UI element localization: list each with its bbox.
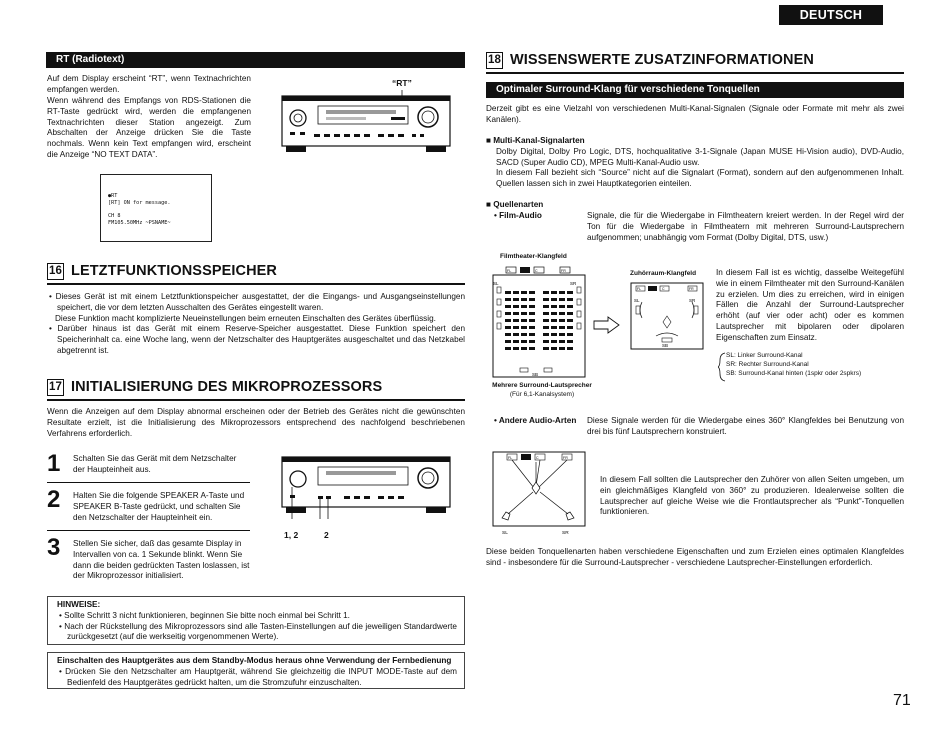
lcd-line-4: CH 8 bbox=[108, 212, 121, 219]
cinema-field-title: Filmtheater-Klangfeld bbox=[500, 253, 567, 260]
surround-sr-label: SR bbox=[562, 531, 569, 536]
room-c-label: C bbox=[662, 287, 665, 291]
room-sr-label: SR bbox=[689, 298, 696, 303]
notes-title: HINWEISE: bbox=[57, 600, 101, 609]
surround-c-label: C bbox=[536, 456, 539, 460]
step-2-number: 2 bbox=[47, 486, 61, 513]
other-audio-text: Diese Signale werden für die Wiedergabe eines 360° Klangfeldes bei Benutzung von drei bis fünf Lautsprechern konstruiert. bbox=[587, 416, 904, 436]
section-18-heading: WISSENSWERTE ZUSATZINFORMATIONEN bbox=[510, 52, 814, 68]
section-17-number: 17 bbox=[47, 379, 64, 396]
room-fl-label: FL bbox=[637, 287, 642, 291]
step-2-rule bbox=[47, 530, 250, 531]
step-3-text: Stellen Sie sicher, daß das gesamte Display in Intervallen von ca. 1 Sekunde blinkt. Wenn Sie dann die beiden gedrückten Tasten loslassen, ist der Mikroprozessor initialisiert. bbox=[73, 539, 250, 581]
film-audio-text: Signale, die für die Wiedergabe in Filmtheatern kreiert werden. In der Regel wird der Ton für die Wiedergabe in Filmtheatern mit mehreren Surround-Lautsprechern aufgenommen; unabhängig vom Format (Dolby Digital, DTS, usw.) bbox=[587, 211, 904, 242]
rt-paragraph-1: Auf dem Display erscheint “RT”, wenn Textnachrichten empfangen werden. bbox=[47, 74, 251, 94]
receiver-speaker-buttons-figure bbox=[278, 455, 458, 529]
section-16-body bbox=[47, 292, 465, 357]
cinema-sound-field-diagram bbox=[490, 263, 590, 381]
section-17-title bbox=[47, 378, 382, 397]
cinema-caption: Mehrere Surround-Lautsprecher bbox=[492, 382, 592, 389]
other-audio-side-text: In diesem Fall sollten die Lautsprecher den Zuhörer von allen Seiten umgeben, um ein gleichmäßiges Klangfeld von 360° zu produzieren. Idealerweise sollten die Lautsprecher auf gleiche Weise wie die Frontlautsprecher als “Punkt”-Tonquellen funktionieren. bbox=[600, 475, 904, 517]
surround-360-diagram bbox=[490, 448, 590, 538]
section-16-bullet-1: • Dieses Gerät ist mit einem Letztfunktionspeicher ausgestattet, der die Eingangs- und Ausgangseinstellungen speichert, die vor dem letzten Ausschalten des Gerätes eingestellt waren. bbox=[49, 292, 465, 312]
lcd-line-1: ●RT bbox=[108, 193, 118, 199]
notes-box bbox=[47, 596, 465, 645]
cinema-sl-label: SL bbox=[493, 281, 499, 286]
legend-sr: SR: Rechter Surround-Kanal bbox=[726, 360, 809, 368]
figure-label-1-2: 1, 2 bbox=[284, 530, 299, 540]
section-18-closing: Diese beiden Tonquellenarten haben verschiedene Eigenschaften und zum Erzielen eines optimalen Klangfeldes sind - insbesondere für die Surround-Lautsprecher - verschiedene Lautsprecher-Einstellungen erforderlich. bbox=[486, 547, 904, 567]
section-18-intro: Derzeit gibt es eine Vielzahl von verschiedenen Multi-Kanal-Signalen (Signale oder Formate mit mehr als zwei Kanälen). bbox=[486, 104, 904, 124]
section-16-rule bbox=[47, 283, 465, 285]
standby-item-1: • Drücken Sie den Netzschalter am Hauptgerät, während Sie gleichzeitig die INPUT MODE-Taste auf dem Bedienfeld des Hauptgerätes gedrückt halten, um die Stromzufuhr einzuschalten. bbox=[59, 666, 457, 687]
room-sb-label: SB bbox=[662, 343, 669, 348]
cinema-sr-label: SR bbox=[570, 281, 577, 286]
language-tab: DEUTSCH bbox=[779, 5, 883, 25]
legend-brace bbox=[718, 352, 726, 382]
step-1-rule bbox=[47, 482, 250, 483]
legend-sl: SL: Linker Surround-Kanal bbox=[726, 352, 803, 359]
surround-subtitle-bar: Optimaler Surround-Klang für verschiedene Tonquellen bbox=[486, 82, 904, 98]
step-3-number: 3 bbox=[47, 534, 61, 561]
multi-channel-text-2: In diesem Fall bezieht sich “Source” nicht auf die Signalart (Format), sondern auf den aufgenommenen Inhalt. Quellen lassen sich in zwei Hauptkategorien einteilen. bbox=[496, 168, 904, 188]
section-17-intro: Wenn die Anzeigen auf dem Display abnormal erscheinen oder der Betrieb des Gerätes nicht die gewünschten Resultate erzielt, ist die Initialisierung des Mikroprozessors entsprechend des nachfolgend beschriebenen Verfahrens erforderlich. bbox=[47, 407, 465, 438]
page-number: 71 bbox=[893, 692, 911, 709]
legend-sb: SB: Surround-Kanal hinten (1spkr oder 2spkrs) bbox=[726, 369, 862, 377]
standby-box bbox=[47, 652, 465, 689]
cinema-fr-label: FR bbox=[561, 269, 566, 273]
room-sl-label: SL bbox=[634, 298, 640, 303]
step-1-text: Schalten Sie das Gerät mit dem Netzschalter der Haupteinheit aus. bbox=[73, 454, 237, 474]
section-16-number: 16 bbox=[47, 263, 64, 280]
rt-callout-label: “RT” bbox=[392, 78, 412, 88]
multi-channel-text-1: Dolby Digital, Dolby Pro Logic, DTS, hochqualitative 3-1-Signale (Japan MUSE Hi-Vision audio), DVD-Audio, SACD (Super Audio CD), MPEG Multi-Kanal-Audio usw. bbox=[496, 147, 904, 167]
lcd-line-2: [RT] ON for message. bbox=[108, 199, 171, 206]
standby-title: Einschalten des Hauptgerätes aus dem Standby-Modus heraus ohne Verwendung der Fernbedienung bbox=[57, 656, 452, 665]
lcd-line-5: FM105.50MHz ~PSNAME~ bbox=[108, 219, 171, 226]
section-16-bullet-2: • Darüber hinaus ist das Gerät mit einem Reserve-Speicher ausgestattet. Diese Funktion speichert den Speicherinhalt ca. eine Woche lang, wenn der Netzschalter des Hauptgerätes ausgeschaltet und das Netzkabel abgetrennt ist. bbox=[49, 324, 465, 356]
section-16-title bbox=[47, 262, 277, 281]
cinema-sb-label: SB bbox=[532, 372, 539, 377]
section-18-rule bbox=[486, 72, 904, 74]
transfer-arrow-icon bbox=[592, 315, 622, 335]
section-17-rule bbox=[47, 399, 465, 401]
notes-item-1: • Sollte Schritt 3 nicht funktionieren, beginnen Sie bitte noch einmal bei Schritt 1. bbox=[59, 610, 350, 620]
step-1-number: 1 bbox=[47, 450, 61, 477]
rt-paragraph-2: Wenn während des Empfangs von RDS-Stationen die RT-Taste gedrückt wird, werden die empfangenen Textnachrichten dieser Station angezeigt. Zum Abschalten der Anzeige drücken Sie die Taste nochmals. Wenn kein Text empfangen wird, erscheint die Anzeige “NO TEXT DATA”. bbox=[47, 96, 251, 160]
source-types-heading: ■ Quellenarten bbox=[486, 200, 544, 209]
cinema-c-label: C bbox=[535, 269, 538, 273]
figure-label-2: 2 bbox=[324, 530, 329, 540]
step-2-text: Halten Sie die folgende SPEAKER A-Taste und SPEAKER B-Taste gedrückt, und schalten Sie den Netzschalter der Haupteinheit ein. bbox=[73, 491, 245, 522]
receiver-front-panel-figure bbox=[278, 88, 458, 160]
cinema-caption-2: (Für 6,1-Kanalsystem) bbox=[509, 391, 575, 398]
speaker-legend bbox=[726, 352, 861, 379]
room-field-title: Zuhörraum-Klangfeld bbox=[630, 270, 697, 277]
other-audio-label: • Andere Audio-Arten bbox=[494, 416, 577, 425]
room-fr-label: FR bbox=[689, 287, 694, 291]
surround-sl-label: SL bbox=[502, 531, 508, 536]
section-17-heading: INITIALISIERUNG DES MIKROPROZESSORS bbox=[71, 379, 383, 395]
film-side-text: In diesem Fall ist es wichtig, dasselbe Weitegefühl wie in einem Filmtheater mit den Surround-Kanälen zu erzielen. Um dies zu erreichen, wird in einigen Fällen die Anzahl der Surround-Lautsprecher erhöht (auf vier oder acht) oder es kommen Lautsprecher mit bipolaren oder dipolaren Eigenschaften zum Einsatz. bbox=[716, 268, 904, 342]
rt-display-illustration bbox=[100, 174, 212, 242]
section-16-bullet-1-cont: Diese Funktion macht komplizierte Neueinstellungen beim erneuten Einschalten des Gerätes überflüssig. bbox=[55, 313, 436, 323]
section-18-number: 18 bbox=[486, 52, 503, 69]
cinema-fl-label: FL bbox=[507, 269, 512, 273]
rt-section-header: RT (Radiotext) bbox=[46, 52, 465, 68]
multi-channel-heading: ■ Multi-Kanal-Signalarten bbox=[486, 136, 585, 145]
surround-fl-label: FL bbox=[508, 456, 513, 460]
section-18-title bbox=[486, 51, 814, 70]
film-audio-label: • Film-Audio bbox=[494, 211, 542, 220]
section-16-heading: LETZTFUNKTIONSSPEICHER bbox=[71, 263, 278, 279]
surround-fr-label: FR bbox=[563, 456, 568, 460]
notes-item-2: • Nach der Rückstellung des Mikroprozessors sind alle Tasten-Einstellungen auf die jeweiligen Standardwerte zurückgesetzt (auf die werkseitig vorgenommenen Werte). bbox=[59, 621, 457, 642]
room-sound-field-diagram bbox=[628, 280, 708, 356]
